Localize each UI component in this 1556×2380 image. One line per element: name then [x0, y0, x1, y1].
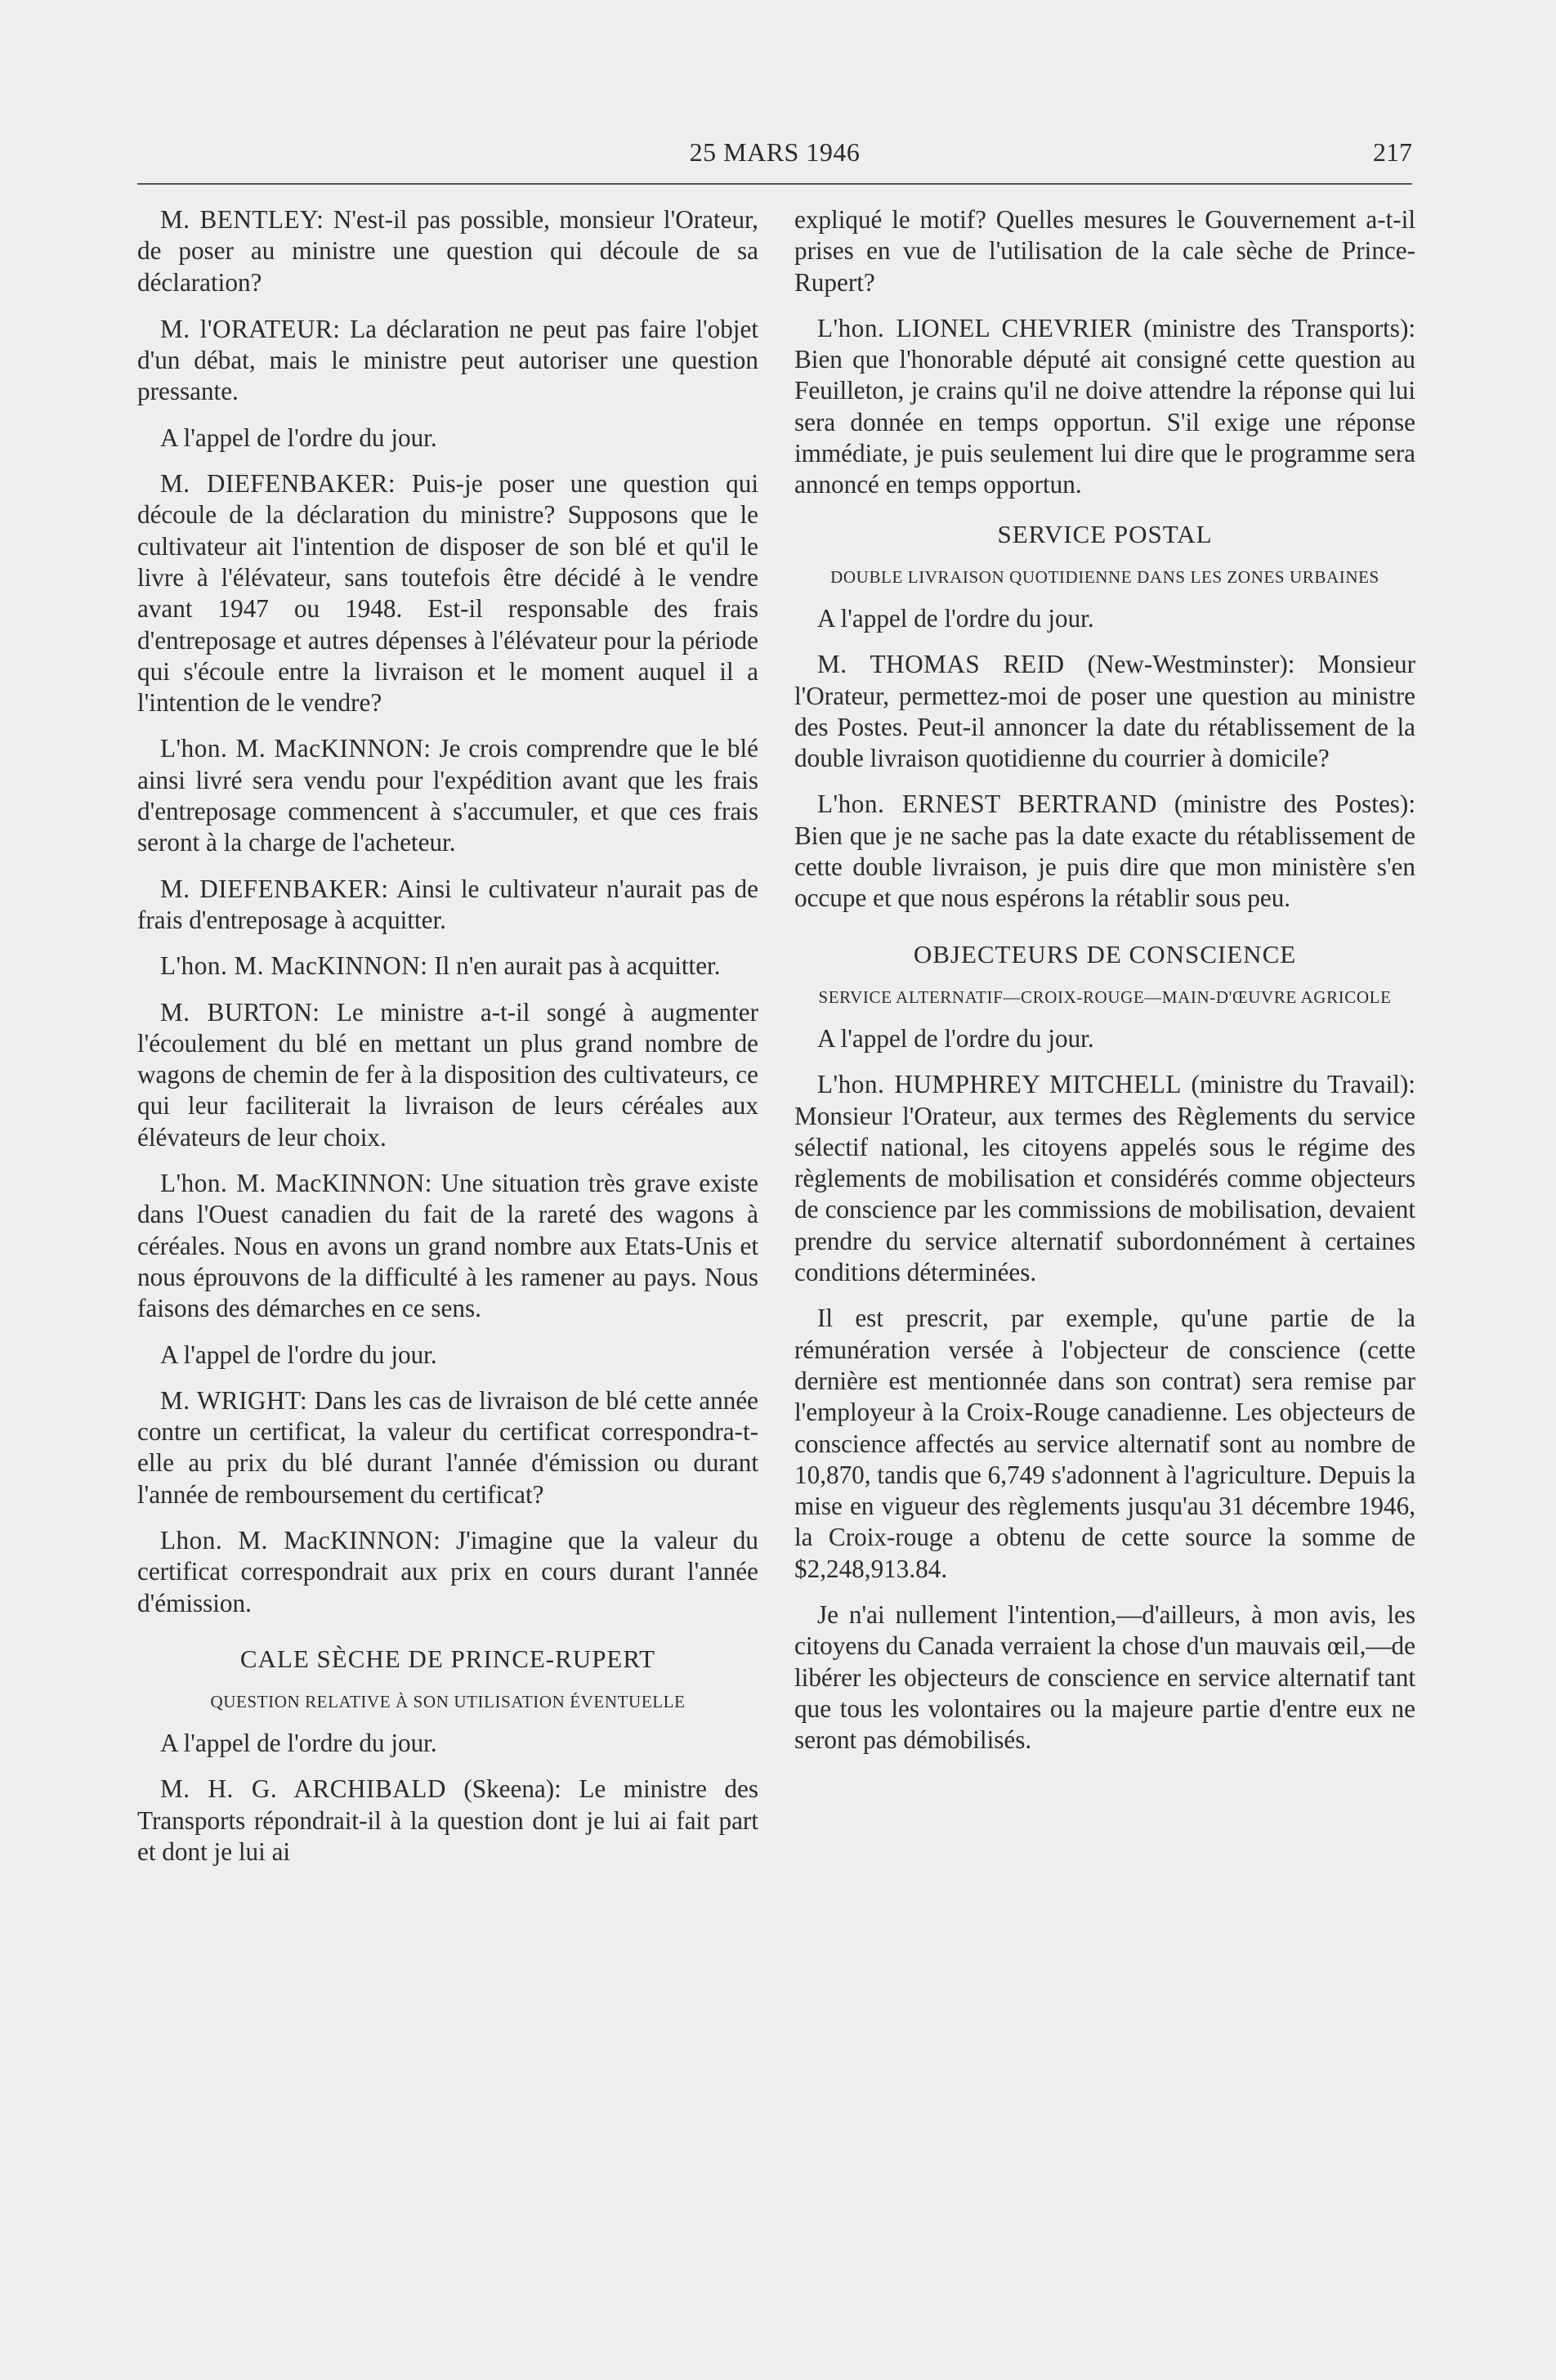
paragraph: [137, 468, 758, 718]
right-column: [794, 204, 1415, 1770]
speaker-name: L'hon. M. MacKINNON:: [160, 734, 431, 763]
paragraph: [794, 1069, 1415, 1288]
paragraph: [794, 603, 1415, 634]
section-subheading: SERVICE ALTERNATIF—CROIX-ROUGE—MAIN-D'ŒUVRE AGRICOLE: [818, 986, 1392, 1007]
paragraph: [137, 1525, 758, 1619]
paragraph: [137, 423, 758, 454]
section-subheading: QUESTION RELATIVE À SON UTILISATION ÉVENTUELLE: [210, 1692, 686, 1712]
speaker-name: M. THOMAS REID: [817, 650, 1065, 679]
paragraph-text: Dans les cas de livraison de blé cette année contre un certificat, la valeur du certificat correspondra-t-elle au prix du blé durant l'année d'émission ou durant l'année de remboursement du certificat?: [137, 1385, 759, 1509]
paragraph: [794, 789, 1415, 914]
speaker-name: M. H. G. ARCHIBALD: [160, 1774, 446, 1804]
speaker-name: M. DIEFENBAKER:: [160, 874, 389, 903]
paragraph: [137, 1385, 758, 1510]
paragraph-text: A l'appel de l'ordre du jour.: [160, 423, 437, 452]
paragraph-text: (Skeena): Le ministre des Transports répondrait-il à la question dont je lui ai fait part et dont je lui ai: [137, 1774, 758, 1867]
speaker-name: L'hon. M. MacKINNON:: [160, 1169, 432, 1198]
paragraph: [137, 951, 758, 982]
paragraph: [137, 1340, 758, 1371]
paragraph: [137, 1774, 758, 1868]
paragraph-text: (ministre des Transports): Bien que l'honorable député ait consigné cette question au Feuilleton, je crains qu'il ne doive attendre la réponse qui lui sera donnée en temps opportun. S'il exige une réponse immédiate, je puis seulement lui dire que le programme sera annoncé en temps opportun.: [794, 313, 1415, 499]
paragraph: [794, 1599, 1415, 1756]
speaker-name: M. BENTLEY:: [160, 205, 324, 234]
paragraph: [137, 997, 758, 1153]
section-heading: OBJECTEURS DE CONSCIENCE: [913, 939, 1297, 969]
speaker-name: M. DIEFENBAKER:: [160, 469, 396, 499]
paragraph-text: A l'appel de l'ordre du jour.: [160, 1729, 437, 1758]
paragraph-text: A l'appel de l'ordre du jour.: [160, 1340, 437, 1369]
speaker-name: L'hon. ERNEST BERTRAND: [817, 790, 1157, 819]
paragraph: [794, 1303, 1415, 1585]
section-subheading: DOUBLE LIVRAISON QUOTIDIENNE DANS LES ZONES URBAINES: [830, 566, 1379, 587]
paragraph-text: (ministre du Travail): Monsieur l'Orateur, aux termes des Règlements du service sélectif national, les citoyens appelés sous le régime des règlements de mobilisation et considérés comme objecteurs de conscience par les commissions de mobilisation, devaient prendre du service alternatif subordonnément à certaines conditions déterminées.: [794, 1070, 1415, 1287]
paragraph-text: Puis-je poser une question qui découle de la déclaration du ministre? Supposons que le cultivateur ait l'intention de disposer de son blé et qu'il le livre à l'élévateur, sans toutefois être décidé à le vendre avant 1947 ou 1948. Est-il responsable des frais d'entreposage et autres dépenses à l'élévateur pour la période qui s'écoule entre la livraison et le moment auquel il a l'intention de le vendre?: [137, 469, 758, 718]
paragraph: [137, 314, 758, 408]
paragraph-text: Il est prescrit, par exemple, qu'une partie de la rémunération versée à l'objecteur de conscience (cette dernière est mentionnée dans son contrat) sera remise par l'employeur à la Croix-Rouge canadienne. Les objecteurs de conscience affectés au service alternatif sont au nombre de 10,870, tandis que 6,749 s'adonnent à l'agriculture. Depuis la mise en vigueur des règlements jusqu'au 31 décembre 1946, la Croix-rouge a obtenu de cette source la somme de $2,248,913.84.: [794, 1304, 1415, 1583]
speaker-name: L'hon. LIONEL CHEVRIER: [817, 313, 1133, 342]
left-column: [137, 204, 758, 1882]
paragraph: [794, 649, 1415, 774]
paragraph-text: Ainsi le cultivateur n'aurait pas de frais d'entreposage à acquitter.: [137, 874, 758, 934]
paragraph-continued: [794, 204, 1415, 298]
paragraph: [137, 874, 758, 937]
paragraph-text: Une situation très grave existe dans l'Ouest canadien du fait de la rareté des wagons à céréales. Nous en avons un grand nombre aux Etats-Unis et nous éprouvons de la difficulté à les ramener au pays. Nous faisons des démarches en ce sens.: [137, 1169, 758, 1323]
paragraph-text: J'imagine que la valeur du certificat correspondrait aux prix en cours durant l'année d'émission.: [137, 1525, 758, 1617]
paragraph-text: Le ministre a-t-il songé à augmenter l'écoulement du blé en mettant un plus grand nombre de wagons de chemin de fer à la disposition des cultivateurs, ce qui leur faciliterait la livraison de leurs céréales aux élévateurs de leur choix.: [137, 997, 758, 1152]
paragraph-text: Je crois comprendre que le blé ainsi livré sera vendu pour l'expédition avant que les frais d'entreposage commencent à s'accumuler, et que ces frais seront à la charge de l'acheteur.: [137, 734, 758, 857]
paragraph-text: Je n'ai nullement l'intention,—d'ailleurs, à mon avis, les citoyens du Canada verraient la chose d'un mauvais œil,—de libérer les objecteurs de conscience en service alternatif tant que tous les volontaires ou la majeure partie d'entre eux ne seront pas démobilisés.: [794, 1599, 1415, 1755]
paragraph-text: (ministre des Postes): Bien que je ne sache pas la date exacte du rétablissement de cette double livraison, je puis dire que mon ministère s'en occupe et que nous espérons la rétablir sous peu.: [794, 790, 1415, 913]
paragraph-text: N'est-il pas possible, monsieur l'Orateur, de poser au ministre une question qui découle de sa déclaration?: [137, 205, 758, 297]
page-number: 217: [1373, 137, 1412, 167]
paragraph-text: Il n'en aurait pas à acquitter.: [427, 951, 721, 981]
paragraph-text: A l'appel de l'ordre du jour.: [817, 603, 1094, 633]
paragraph: [137, 204, 758, 298]
speaker-name: M. l'ORATEUR:: [160, 314, 341, 343]
header-rule: [137, 183, 1412, 185]
page-header: [137, 132, 1412, 181]
paragraph-text: La déclaration ne peut pas faire l'objet d'un débat, mais le ministre peut autoriser une question pressante.: [137, 314, 758, 406]
paragraph: [137, 1728, 758, 1759]
header-date: 25 MARS 1946: [689, 137, 861, 167]
paragraph-text: A l'appel de l'ordre du jour.: [817, 1023, 1094, 1053]
speaker-name: M. WRIGHT:: [160, 1385, 308, 1415]
paragraph: [137, 733, 758, 858]
section-heading: CALE SÈCHE DE PRINCE-RUPERT: [239, 1644, 656, 1673]
speaker-name: M. BURTON:: [160, 997, 320, 1027]
paragraph: [794, 313, 1415, 501]
paragraph: [794, 1023, 1415, 1054]
paragraph: [137, 1168, 758, 1324]
paragraph-text: (New-Westminster): Monsieur l'Orateur, permettez-moi de poser une question au ministre des Postes. Peut-il annoncer la date du rétablissement de la double livraison quotidienne du courrier à domicile?: [794, 650, 1415, 773]
speaker-name: L'hon. M. MacKINNON:: [160, 951, 428, 981]
paragraph-text: expliqué le motif? Quelles mesures le Gouvernement a-t-il prises en vue de l'utilisation de la cale sèche de Prince-Rupert?: [794, 205, 1415, 297]
speaker-name: Lhon. M. MacKINNON:: [160, 1525, 441, 1555]
speaker-name: L'hon. HUMPHREY MITCHELL: [817, 1070, 1182, 1099]
section-heading: SERVICE POSTAL: [997, 519, 1213, 548]
